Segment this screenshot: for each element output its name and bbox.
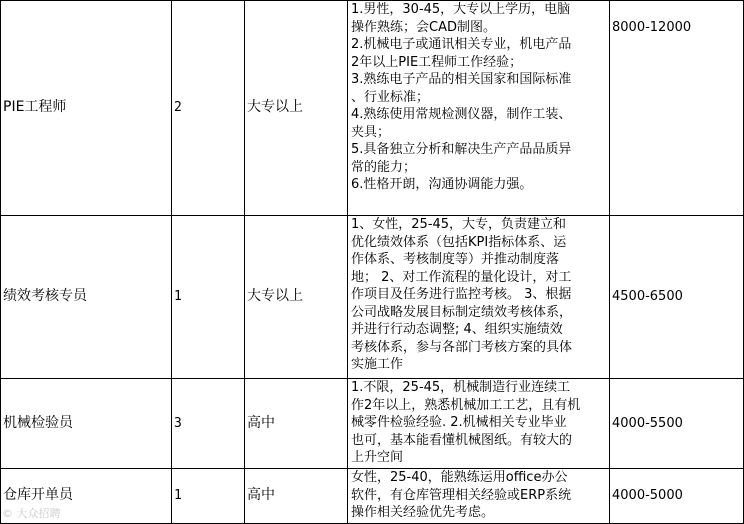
requirement-line: 操作熟练；会CAD制图。 [351, 19, 496, 35]
salary-range: 4000-5500 [610, 379, 744, 469]
requirement-line: 考核体系，参与各部门考核方案的具体 [351, 339, 573, 355]
requirement-line: 作体系、考核制度等）并推动制度落 [351, 252, 560, 267]
job-requirements [348, 1, 610, 216]
requirement-line: 作项目及任务进行监控考核。 3、根据 [351, 287, 572, 302]
requirement-line: 并进行行动态调整; 4、组织实施绩效 [351, 322, 563, 337]
salary-range: 4500-6500 [610, 216, 744, 379]
requirement-line: 2年以上PIE工程师工作经验； [351, 54, 523, 70]
requirement-line: 上升空间 [351, 450, 404, 465]
table-row [1, 469, 744, 524]
salary-range: 8000-12000 [610, 1, 744, 216]
headcount: 3 [172, 379, 245, 469]
requirement-line: 常的能力； [351, 159, 417, 175]
requirement-line: 软件，有仓库管理相关经验或ERP系统 [351, 487, 572, 503]
requirement-line: 、行业标准； [351, 89, 430, 105]
education-requirement: 高中 [245, 469, 348, 524]
requirement-line: 1.不限，25-45，机械制造行业连续工 [351, 380, 571, 395]
requirement-line: 实施工作 [351, 357, 404, 372]
requirement-line: 优化绩效体系（包括KPI指标体系、运 [351, 234, 567, 250]
job-requirements [348, 216, 610, 379]
requirement-line: 作2年以上，熟悉机械加工工艺，且有机 [351, 397, 581, 413]
job-title: 仓库开单员 [1, 469, 172, 524]
requirement-line: 6.性格开朗，沟通协调能力强。 [351, 177, 533, 192]
salary-range: 4000-5000 [610, 469, 744, 524]
requirement-line: 1、女性，25-45，大专，负责建立和 [351, 217, 567, 232]
requirement-line: 3.熟练电子产品的相关国家和国际标准 [351, 72, 572, 87]
job-title: 机械检验员 [1, 379, 172, 469]
table-row [1, 216, 744, 379]
headcount: 2 [172, 1, 245, 216]
job-requirements [348, 379, 610, 469]
job-requirements [348, 469, 610, 524]
requirement-line: 公司战略发展目标制定绩效考核体系， [351, 304, 573, 320]
table-row [1, 1, 744, 216]
requirement-line: 操作相关经验优先考虑。 [351, 505, 495, 520]
education-requirement: 大专以上 [245, 1, 348, 216]
requirement-line: 1.男性，30-45，大专以上学历，电脑 [351, 2, 571, 17]
headcount: 1 [172, 216, 245, 379]
requirement-line: 5.具备独立分析和解决生产产品品质异 [351, 142, 572, 157]
requirement-line: 械零件检验经验. 2.机械相关专业毕业 [351, 415, 567, 430]
requirement-line: 夹具； [351, 124, 391, 140]
requirement-line: 女性，25-40，能熟练运用office办公 [351, 470, 568, 485]
requirement-line: 也可，基本能看懂机械图纸。有较大的 [351, 432, 573, 448]
headcount: 1 [172, 469, 245, 524]
requirement-line: 2.机械电子或通讯相关专业，机电产品 [351, 37, 572, 52]
requirement-line: 地； 2、对工作流程的量化设计，对工 [351, 269, 572, 285]
job-title: 绩效考核专员 [1, 216, 172, 379]
job-title: PIE工程师 [1, 1, 172, 216]
table-row [1, 379, 744, 469]
watermark-text: © 大众招聘 [2, 507, 61, 520]
education-requirement: 大专以上 [245, 216, 348, 379]
requirement-line: 4.熟练使用常规检测仪器，制作工装、 [351, 107, 572, 122]
education-requirement: 高中 [245, 379, 348, 469]
